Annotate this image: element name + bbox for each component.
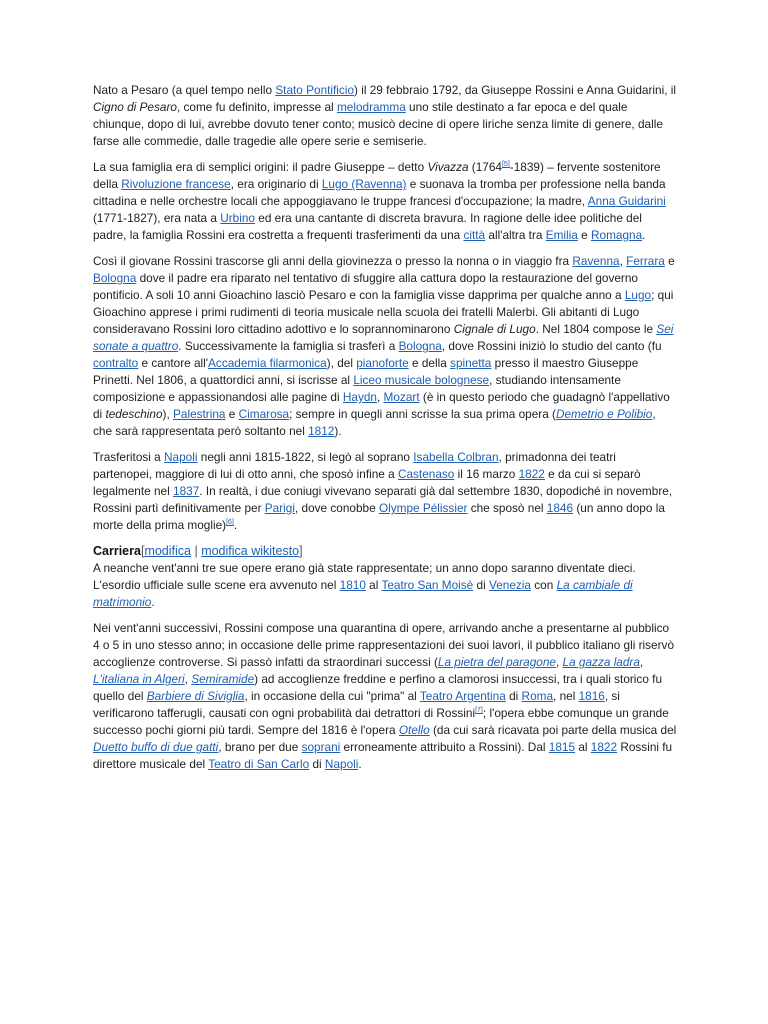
section-title: Carriera — [93, 544, 141, 558]
wiki-link-contralto[interactable]: contralto — [93, 356, 139, 370]
wiki-link-cimarosa[interactable]: Cimarosa — [238, 407, 290, 421]
text-run: , — [619, 254, 627, 268]
wiki-link-citta[interactable]: città — [463, 228, 486, 242]
text-run: Così il giovane Rossini trascorse gli anni della giovinezza o presso la nonna o in viaggio fra — [93, 254, 573, 268]
wiki-link-1812[interactable]: 1812 — [308, 424, 335, 438]
paragraph-naples — [93, 449, 677, 534]
wiki-link-1815[interactable]: 1815 — [548, 740, 576, 754]
citation-link-7[interactable]: [7] — [475, 707, 483, 715]
wiki-link-la-cambiale-di-matrimonio[interactable]: La cambiale di matrimonio — [93, 578, 633, 609]
wiki-link-1810[interactable]: 1810 — [339, 578, 366, 592]
citation-superscript — [475, 707, 483, 714]
text-run: (un anno dopo la morte della prima moglie) — [93, 501, 665, 532]
text-run: ; sempre in quegli anni scrisse la sua prima opera ( — [289, 407, 556, 421]
text-run: che sposò nel — [467, 501, 547, 515]
wiki-link-teatro-di-san-carlo[interactable]: Teatro di San Carlo — [208, 757, 310, 771]
wiki-link-castenaso[interactable]: Castenaso — [397, 467, 455, 481]
text-run: ) il 29 febbraio 1792, da Giuseppe Rossini e Anna Guidarini, il — [354, 83, 677, 97]
wiki-link-emilia[interactable]: Emilia — [545, 228, 578, 242]
wiki-link-rivoluzione-francese[interactable]: Rivoluzione francese — [121, 177, 231, 191]
text-run: , — [639, 655, 644, 669]
text-run: ) ad accoglienze freddine e perfino a clamorosi insuccessi, tra i quali storico fu quello del — [93, 672, 663, 703]
edit-close-bracket: ] — [299, 544, 303, 558]
text-run: Rossini fu direttore musicale del — [93, 740, 673, 771]
text-run: Nato a Pesaro (a quel tempo nello — [93, 83, 276, 97]
wiki-link-pianoforte[interactable]: pianoforte — [356, 356, 409, 370]
text-run: all'altra tra — [485, 228, 546, 242]
wiki-link-otello[interactable]: Otello — [398, 723, 430, 737]
wiki-link-duetto-buffo-di-due-gatti[interactable]: Duetto buffo di due gatti — [93, 740, 219, 754]
wiki-link-la-gazza-ladra[interactable]: La gazza ladra — [562, 655, 640, 669]
wiki-link-1822[interactable]: 1822 — [518, 467, 545, 481]
wiki-link-roma[interactable]: Roma — [521, 689, 554, 703]
wiki-link-teatro-san-moise[interactable]: Teatro San Moisè — [381, 578, 474, 592]
text-run: ed era una cantante di discreta bravura. In ragione delle idee politiche del padre, la famiglia Rossini era costretta a frequenti trasferimenti da una — [93, 211, 642, 242]
text-run: ; l'opera ebbe comunque un grande successo pochi giorni più tardi. Sempre del 1816 è l'opera — [93, 706, 669, 737]
text-run: il 16 marzo — [454, 467, 519, 481]
wiki-link-1846[interactable]: 1846 — [546, 501, 574, 515]
text-run: , si verificarono tafferugli, causati con ogni probabilità dai detrattori di Rossini — [93, 689, 620, 720]
intro-section — [93, 82, 677, 534]
text-run: e della — [408, 356, 451, 370]
text-run: (è in questo periodo che guadagnò l'appellativo di — [93, 390, 670, 421]
wiki-link-sei-sonate-a-quattro[interactable]: Sei sonate a quattro — [93, 322, 674, 353]
text-run: , che sarà rappresentata però soltanto nel — [93, 407, 656, 438]
wiki-link-1816[interactable]: 1816 — [578, 689, 605, 703]
text-run: e da cui si separò legalmente nel — [93, 467, 641, 498]
citation-superscript — [502, 161, 510, 168]
text-run: erroneamente attribuito a Rossini). Dal — [340, 740, 549, 754]
text-run: ), — [162, 407, 174, 421]
paragraph-youth — [93, 253, 677, 440]
career-section — [93, 560, 677, 773]
text-run: e cantore all' — [138, 356, 209, 370]
wiki-link-lugo-ravenna[interactable]: Lugo (Ravenna) — [321, 177, 407, 191]
wiki-link-la-pietra-del-paragone[interactable]: La pietra del paragone — [437, 655, 556, 669]
text-run: , — [184, 672, 192, 686]
text-run: , — [555, 655, 563, 669]
citation-link-6[interactable]: [6] — [226, 519, 234, 527]
wiki-link-ferrara[interactable]: Ferrara — [626, 254, 665, 268]
text-run: e — [225, 407, 239, 421]
wiki-link-isabella-colbran[interactable]: Isabella Colbran — [413, 450, 499, 464]
wiki-link-lugo[interactable]: Lugo — [624, 288, 652, 302]
text-run: e — [664, 254, 675, 268]
wiki-link-haydn[interactable]: Haydn — [342, 390, 377, 404]
text-run: La sua famiglia era di semplici origini: il padre Giuseppe – detto — [93, 160, 428, 174]
text-run: dove il padre era riparato nel tentativo di sfuggire alla cattura dopo la restaurazione del governo pontificio. A soli 10 anni Gioachino lasciò Pesaro e con la famiglia visse dapprima per qualche anno a — [93, 271, 638, 302]
text-run: presso il maestro Giuseppe Prinetti. Nel 1806, a quattordici anni, si iscrisse al — [93, 356, 639, 387]
text-run: di — [309, 757, 325, 771]
wiki-link-stato-pontificio[interactable]: Stato Pontificio — [275, 83, 355, 97]
wiki-link-1837[interactable]: 1837 — [173, 484, 200, 498]
text-run: -1839) – fervente sostenitore della — [93, 160, 661, 191]
text-run: negli anni 1815-1822, si legò al soprano — [197, 450, 414, 464]
wiki-link-napoli[interactable]: Napoli — [164, 450, 198, 464]
paragraph-intro — [93, 82, 677, 150]
text-run: ; qui Gioachino apprese i primi rudimenti di teoria musicale nella scuola dei fratelli Malerbi. Gli abitanti di Lugo consideravano Rossini loro cittadino adottivo e lo soprannominarono — [93, 288, 674, 336]
italic-text: Vivazza — [427, 160, 469, 174]
italic-text: Cigno di Pesaro — [93, 100, 177, 114]
text-run: . — [642, 228, 646, 242]
wiki-link-l-italiana-in-algeri[interactable]: L'italiana in Algeri — [93, 672, 185, 686]
wiki-link-ravenna[interactable]: Ravenna — [572, 254, 620, 268]
text-run: . Nel 1804 compose le — [535, 322, 657, 336]
wiki-link-romagna[interactable]: Romagna — [590, 228, 643, 242]
text-run: e — [577, 228, 591, 242]
text-run: e suonava la tromba per professione nella banda cittadina e nelle orchestre locali che appoggiavano le truppe francesi d'occupazione; la madre, — [93, 177, 666, 208]
wiki-link-soprani[interactable]: soprani — [301, 740, 341, 754]
wiki-link-venezia[interactable]: Venezia — [489, 578, 531, 592]
text-run: di — [505, 689, 522, 703]
wiki-link-anna-guidarini[interactable]: Anna Guidarini — [587, 194, 666, 208]
wiki-link-palestrina[interactable]: Palestrina — [173, 407, 226, 421]
text-run: , studiando intensamente composizione e appassionandosi alle pagine di — [93, 373, 621, 404]
text-run: , dove conobbe — [294, 501, 379, 515]
text-run: al — [365, 578, 382, 592]
wiki-link-parigi[interactable]: Parigi — [264, 501, 295, 515]
text-run: , brano per due — [218, 740, 302, 754]
citation-link-5[interactable]: [5] — [501, 161, 510, 169]
wiki-link-1822[interactable]: 1822 — [590, 740, 618, 754]
wiki-link-bologna[interactable]: Bologna — [398, 339, 442, 353]
wiki-link-demetrio-e-polibio[interactable]: Demetrio e Polibio — [555, 407, 653, 421]
paragraph-career — [93, 620, 677, 773]
text-run: , dove Rossini iniziò lo studio del canto (fu — [441, 339, 662, 353]
citation-superscript — [226, 519, 234, 526]
wiki-link-semiramide[interactable]: Semiramide — [191, 672, 255, 686]
section-heading-carriera — [93, 543, 677, 560]
text-run: . — [358, 757, 362, 771]
wiki-link-urbino[interactable]: Urbino — [220, 211, 255, 225]
text-run: , nel — [553, 689, 579, 703]
text-run: , in occasione della cui "prima" al — [244, 689, 420, 703]
edit-section-link[interactable]: modifica — [144, 544, 191, 558]
text-run: , primadonna dei teatri partenopei, maggiore di lui di otto anni, che sposò infine a — [93, 450, 616, 481]
wiki-link-teatro-argentina[interactable]: Teatro Argentina — [419, 689, 506, 703]
text-run: , — [376, 390, 384, 404]
edit-separator: | — [190, 544, 202, 558]
text-run: Trasferitosi a — [93, 450, 165, 464]
text-run: . — [151, 595, 155, 609]
edit-open-bracket: [ — [140, 544, 145, 558]
article-body — [93, 82, 677, 782]
wiki-link-napoli[interactable]: Napoli — [324, 757, 359, 771]
wiki-link-olympe-pelissier[interactable]: Olympe Pélissier — [378, 501, 468, 515]
wiki-link-melodramma[interactable]: melodramma — [336, 100, 406, 114]
text-run: . Successivamente la famiglia si trasferì a — [178, 339, 399, 353]
text-run: (1764 — [468, 160, 502, 174]
text-run: . — [233, 518, 238, 532]
text-run: (1771-1827), era nata a — [93, 211, 221, 225]
text-run: con — [530, 578, 557, 592]
text-run: Nei vent'anni successivi, Rossini compose una quarantina di opere, arrivando anche a presentarne al pubblico 4 o 5 in uno stesso anno; in occasione delle prime rappresentazioni dei suoi lavori, il pubblico italiano gli riservò accoglienze controverse. Si passò infatti da straordinari successi ( — [93, 621, 675, 669]
italic-text: Cignale di Lugo — [453, 322, 536, 336]
text-run: (da cui sarà ricavata poi parte della musica del — [429, 723, 677, 737]
wiki-link-bologna[interactable]: Bologna — [93, 271, 137, 285]
edit-wikitext-link[interactable]: modifica wikitesto — [201, 544, 300, 558]
paragraph-family — [93, 159, 677, 244]
text-run: di — [473, 578, 489, 592]
wiki-link-liceo-musicale-bolognese[interactable]: Liceo musicale bolognese — [353, 373, 490, 387]
text-run: , era originario di — [230, 177, 322, 191]
text-run: A neanche vent'anni tre sue opere erano già state rappresentate; un anno dopo saranno diventate dieci. L'esordio ufficiale sulle scene era avvenuto nel — [93, 561, 636, 592]
text-run: al — [575, 740, 591, 754]
text-run: , come fu definito, impresse al — [176, 100, 337, 114]
paragraph-debut — [93, 560, 677, 611]
text-run: uno stile destinato a far epoca e del quale chiunque, dopo di lui, avrebbe dovuto tener conto; musicò decine di opere liriche senza limite di genere, dalle farse alle commedie, dalle tragedie alle opere serie e semiserie. — [93, 100, 663, 148]
italic-text: tedeschino — [105, 407, 163, 421]
wiki-link-mozart[interactable]: Mozart — [383, 390, 420, 404]
text-run: ). — [334, 424, 342, 438]
text-run: ), del — [326, 356, 357, 370]
wiki-link-spinetta[interactable]: spinetta — [450, 356, 492, 370]
wiki-link-barbiere-di-siviglia[interactable]: Barbiere di Siviglia — [146, 689, 245, 703]
wiki-link-accademia-filarmonica[interactable]: Accademia filarmonica — [208, 356, 327, 370]
text-run: . In realtà, i due coniugi vivevano separati già dal settembre 1830, dopodiché in novembre, Rossini partì definitivamente per — [93, 484, 673, 515]
